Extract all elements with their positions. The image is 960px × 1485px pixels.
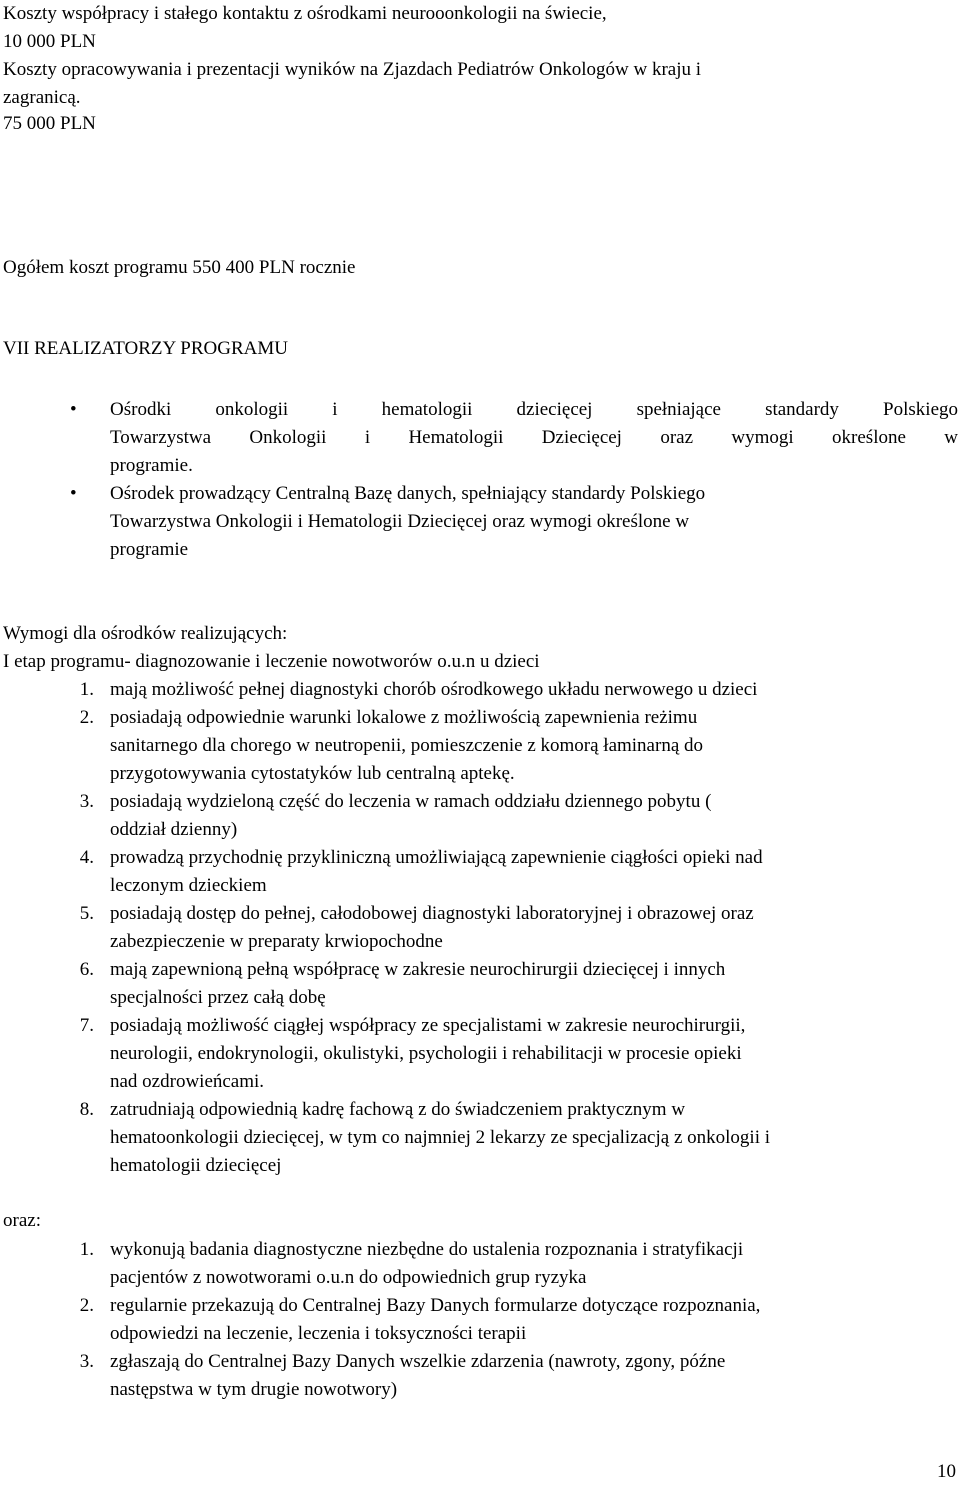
list-item-line: sanitarnego dla chorego w neutropenii, pomieszczenie z komorą łaminarną do — [110, 735, 703, 756]
list-item-line: odpowiedzi na leczenie, leczenia i toksyczności terapii — [110, 1323, 527, 1344]
list-item — [110, 1292, 955, 1348]
list-number: 6. — [79, 959, 94, 980]
section-heading: VII REALIZATORZY PROGRAMU — [3, 338, 288, 359]
bullet-line: programie. — [110, 455, 193, 476]
list-item-line: posiadają wydzieloną część do leczenia w ramach oddziału dziennego pobytu ( — [110, 791, 712, 812]
bullet-item — [110, 396, 958, 480]
bullet-line: Towarzystwa Onkologii i Hematologii Dziecięcej oraz wymogi określone w — [110, 511, 690, 532]
list-number: 2. — [79, 1295, 94, 1316]
list-item — [110, 1012, 955, 1096]
cost-line-1: Koszty współpracy i stałego kontaktu z ośrodkami neurooonkologii na świecie, — [3, 3, 607, 24]
cost-amount-1: 10 000 PLN — [3, 31, 96, 52]
cost-amount-2: 75 000 PLN — [3, 113, 96, 134]
list-number: 1. — [79, 1239, 94, 1260]
list-item-line: regularnie przekazują do Centralnej Bazy Danych formularze dotyczące rozpoznania, — [110, 1295, 761, 1316]
list-item-line: nad ozdrowieńcami. — [110, 1071, 265, 1092]
bullet-icon: • — [70, 399, 77, 420]
list-item — [110, 1348, 955, 1404]
bullet-item — [110, 480, 958, 564]
bullet-line: Ośrodki onkologii i hematologii dziecięcej spełniające standardy Polskiego — [110, 399, 958, 420]
list-item-line: posiadają dostęp do pełnej, całodobowej diagnostyki laboratoryjnej i obrazowej oraz — [110, 903, 754, 924]
list-number: 7. — [79, 1015, 94, 1036]
bullet-icon: • — [70, 483, 77, 504]
list-item-line: zatrudniają odpowiednią kadrę fachową z do świadczeniem praktycznym w — [110, 1099, 686, 1120]
list-item — [110, 844, 955, 900]
list-item-line: oddział dzienny) — [110, 819, 238, 840]
list-item-line: hematoonkologii dziecięcej, w tym co najmniej 2 lekarzy ze specjalizacją z onkologii i — [110, 1127, 770, 1148]
list-number: 1. — [79, 679, 94, 700]
list-item-line: leczonym dzieckiem — [110, 875, 267, 896]
list-number: 5. — [79, 903, 94, 924]
list-item-line: hematologii dziecięcej — [110, 1155, 282, 1176]
list-number: 8. — [79, 1099, 94, 1120]
cost-line-2-continuation: zagranicą. — [3, 87, 81, 108]
list-item — [110, 788, 955, 844]
bullet-line: programie — [110, 539, 189, 560]
requirements-heading: Wymogi dla ośrodków realizujących: — [3, 623, 288, 644]
list-item-line: następstwa w tym drugie nowotwory) — [110, 1379, 398, 1400]
list-item — [110, 1236, 955, 1292]
list-item-line: posiadają odpowiednie warunki lokalowe z możliwością zapewnienia reżimu — [110, 707, 698, 728]
list-item-line: pacjentów z nowotworami o.u.n do odpowiednich grup ryzyka — [110, 1267, 587, 1288]
list-item — [110, 704, 955, 788]
list-item-line: mają zapewnioną pełną współpracę w zakresie neurochirurgii dziecięcej i innych — [110, 959, 726, 980]
list-item — [110, 676, 955, 704]
list-item-line: przygotowywania cytostatyków lub centralną aptekę. — [110, 763, 515, 784]
page-number: 10 — [937, 1461, 956, 1482]
list-number: 2. — [79, 707, 94, 728]
list-item-line: neurologii, endokrynologii, okulistyki, psychologii i rehabilitacji w procesie opieki — [110, 1043, 742, 1064]
list-item — [110, 1096, 955, 1180]
list-item-line: prowadzą przychodnię przykliniczną umożliwiającą zapewnienie ciągłości opieki nad — [110, 847, 763, 868]
oraz-label: oraz: — [3, 1210, 41, 1231]
list-item — [110, 956, 955, 1012]
list-item-line: specjalności przez całą dobę — [110, 987, 326, 1008]
list-item-line: wykonują badania diagnostyczne niezbędne do ustalenia rozpoznania i stratyfikacji — [110, 1239, 744, 1260]
list-number: 3. — [79, 791, 94, 812]
list-item — [110, 900, 955, 956]
stage-heading: I etap programu- diagnozowanie i leczenie nowotworów o.u.n u dzieci — [3, 651, 540, 672]
list-item-line: zabezpieczenie w preparaty krwiopochodne — [110, 931, 443, 952]
list-item-line: mają możliwość pełnej diagnostyki chorób ośrodkowego układu nerwowego u dzieci — [110, 679, 758, 700]
bullet-line: Ośrodek prowadzący Centralną Bazę danych, spełniający standardy Polskiego — [110, 483, 706, 504]
total-cost: Ogółem koszt programu 550 400 PLN rocznie — [3, 257, 356, 278]
list-item-line: posiadają możliwość ciągłej współpracy ze specjalistami w zakresie neurochirurgii, — [110, 1015, 746, 1036]
list-number: 4. — [79, 847, 94, 868]
list-number: 3. — [79, 1351, 94, 1372]
cost-line-2: Koszty opracowywania i prezentacji wyników na Zjazdach Pediatrów Onkologów w kraju i — [3, 59, 702, 80]
list-item-line: zgłaszają do Centralnej Bazy Danych wszelkie zdarzenia (nawroty, zgony, późne — [110, 1351, 726, 1372]
bullet-line: Towarzystwa Onkologii i Hematologii Dziecięcej oraz wymogi określone w — [110, 427, 958, 448]
